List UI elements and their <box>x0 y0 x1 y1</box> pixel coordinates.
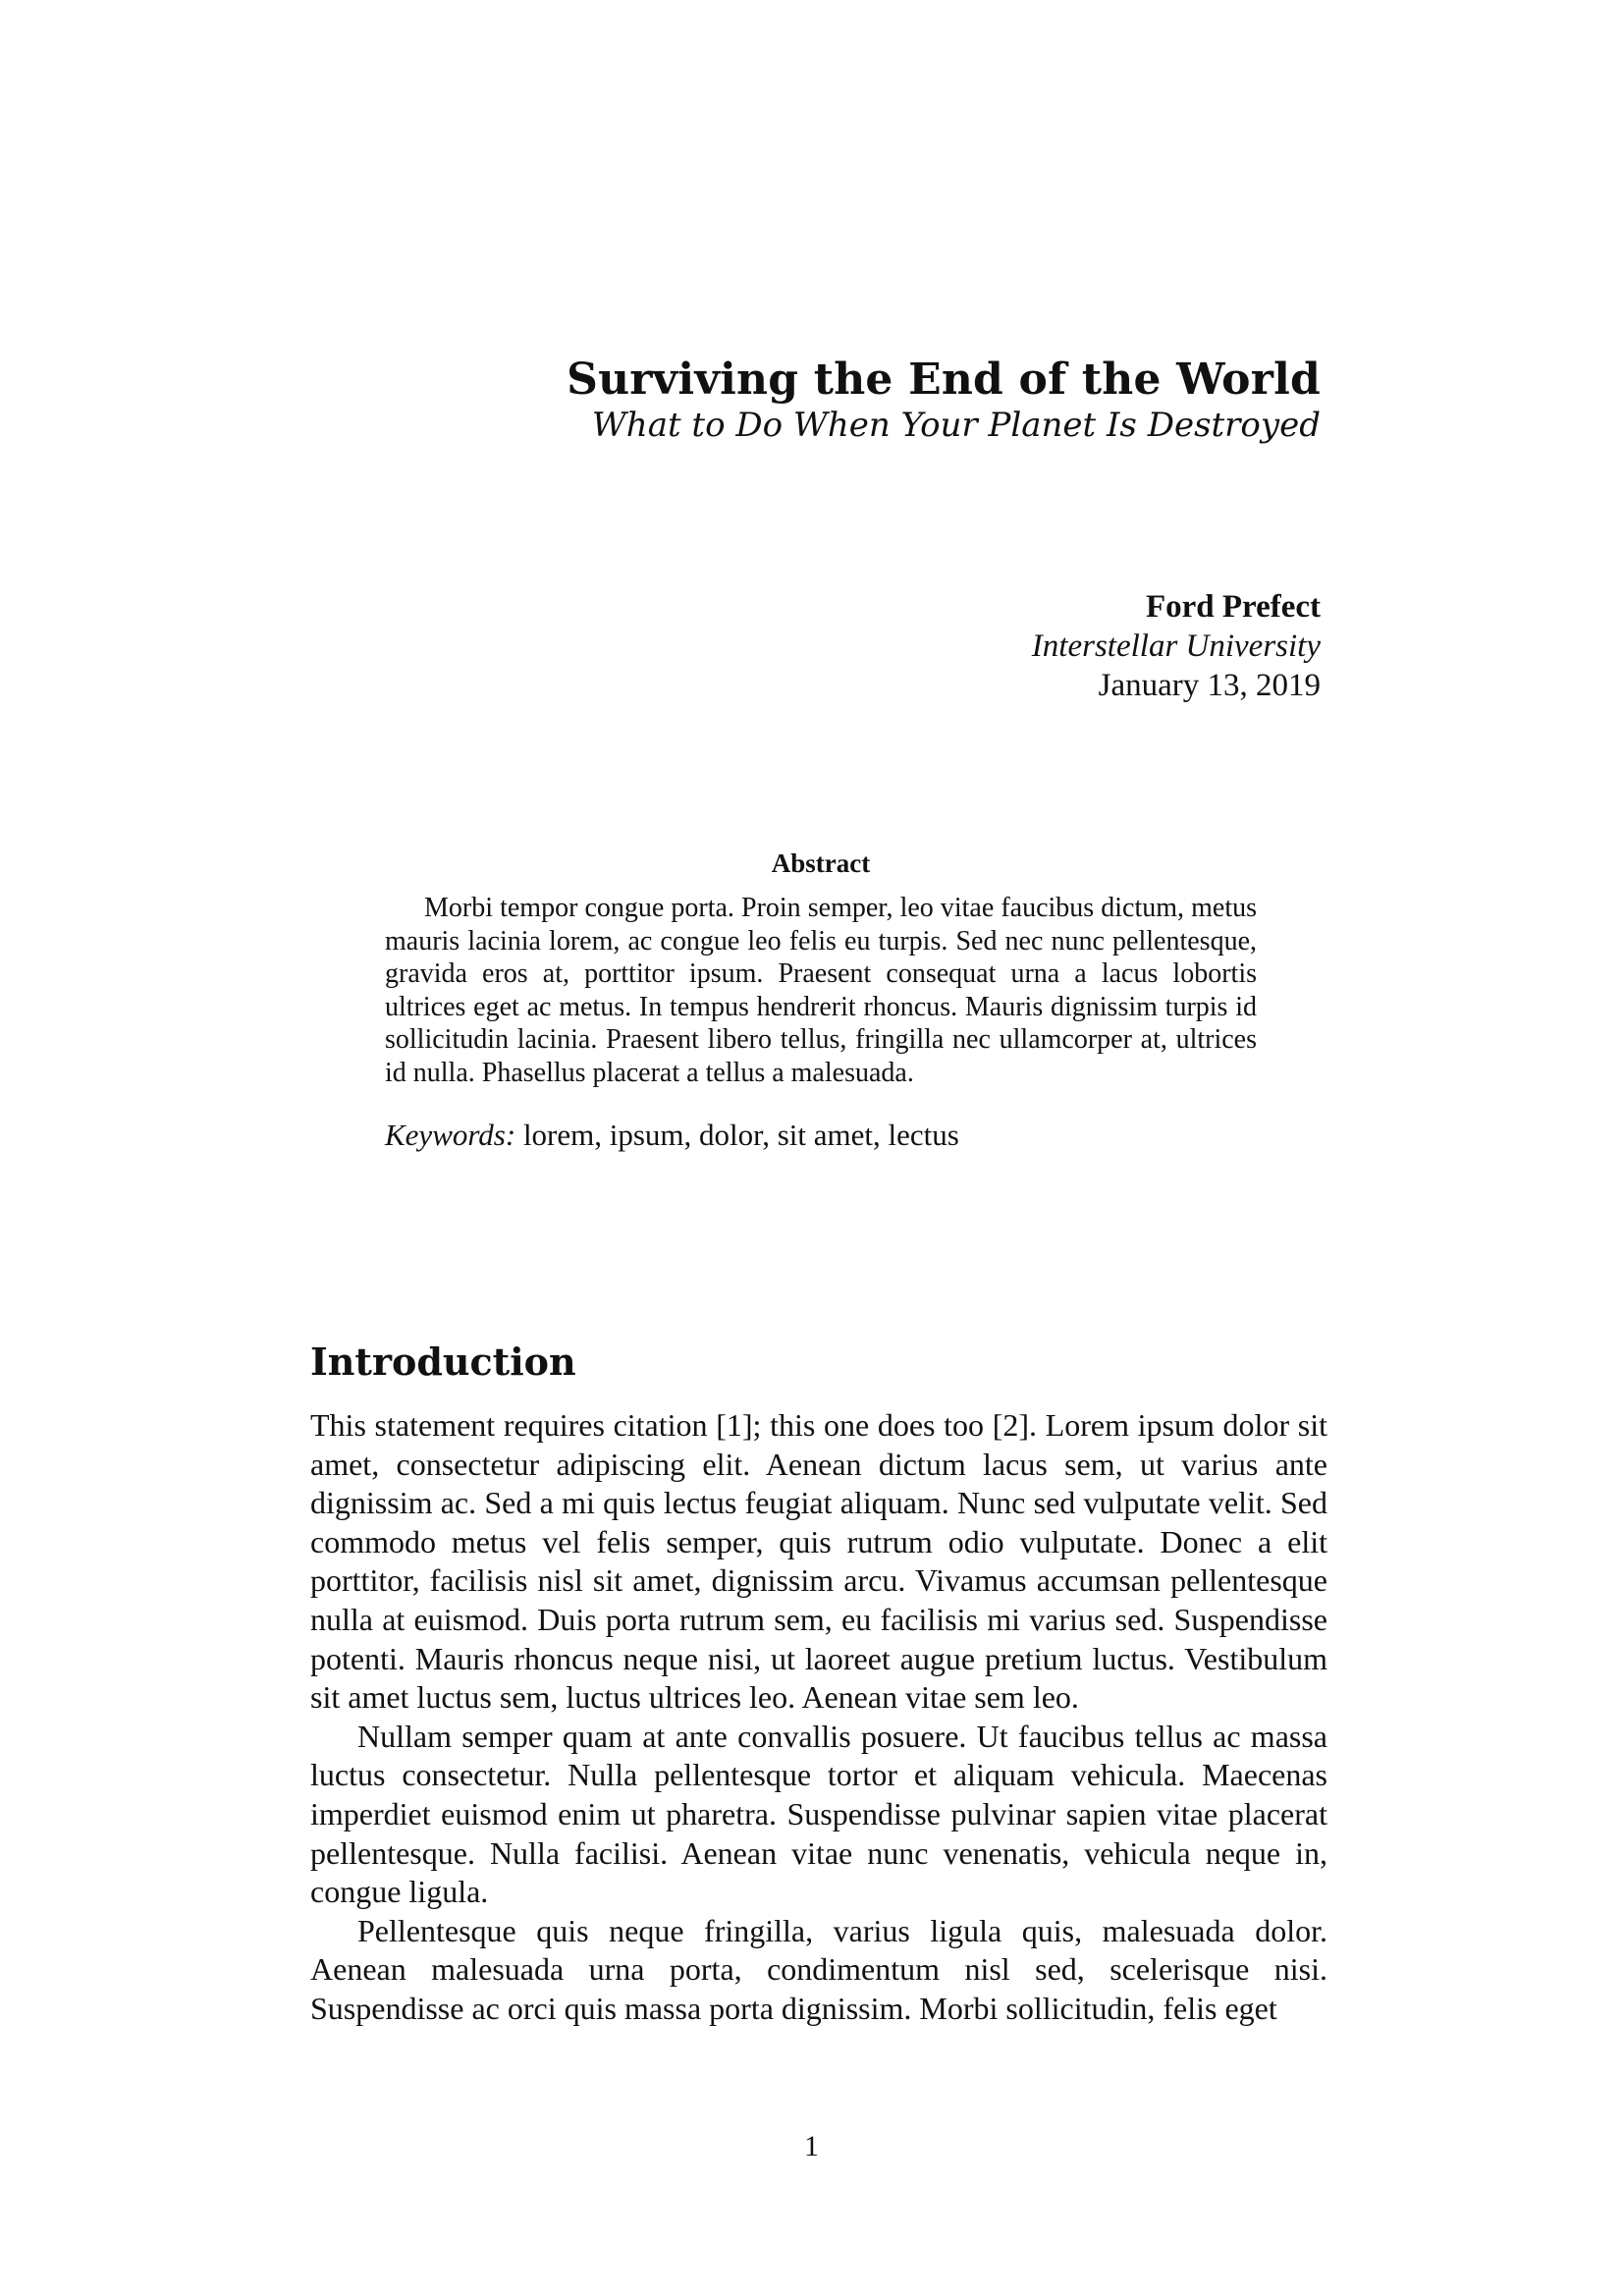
paragraph: This statement requires citation [1]; this one does too [2]. Lorem ipsum dolor sit amet, consectetur adipiscing elit. Aenean dictum lacus sem, ut varius ante dignissim ac. Sed a mi quis lectus feugiat aliquam. Nunc sed vulputate velit. Sed commodo metus vel felis semper, quis rutrum odio vulputate. Donec a elit porttitor, facilisis nisl sit amet, dignissim arcu. Vivamus accumsan pellentesque nulla at euismod. Duis porta rutrum sem, eu facilisis mi varius sed. Suspendisse potenti. Mauris rhoncus neque nisi, ut laoreet augue pretium luctus. Vestibulum sit amet luctus sem, luctus ultrices leo. Aenean vitae sem leo. <box>310 1407 1327 1716</box>
title-block <box>567 355 1321 446</box>
abstract <box>385 847 1257 1153</box>
paragraph: Pellentesque quis neque fringilla, varius ligula quis, malesuada dolor. Aenean malesuada urna porta, condimentum nisl sed, scelerisque nisi. Suspendisse ac orci quis massa porta dignissim. Morbi sollicitudin, felis eget <box>310 1912 1327 2026</box>
paper-subtitle: What to Do When Your Planet Is Destroyed <box>591 406 1321 445</box>
author-block <box>1032 587 1321 705</box>
keywords-label: Keywords: <box>385 1117 516 1152</box>
paper-title: Surviving the End of the World <box>567 355 1321 405</box>
abstract-heading: Abstract <box>771 848 871 878</box>
section-heading: Introduction <box>310 1339 576 1384</box>
publication-date: January 13, 2019 <box>1098 668 1321 703</box>
paragraph: Nullam semper quam at ante convallis posuere. Ut faucibus tellus ac massa luctus consectetur. Nulla pellentesque tortor et aliquam vehicula. Maecenas imperdiet euismod enim ut pharetra. Suspendisse pulvinar sapien vitae placerat pellentesque. Nulla facilisi. Aenean vitae nunc venenatis, vehicula neque in, congue ligula. <box>310 1718 1327 1910</box>
abstract-text: Morbi tempor congue porta. Proin semper, leo vitae faucibus dictum, metus mauris lacinia lorem, ac congue leo felis eu turpis. Sed nec nunc pellentesque, gravida eros at, porttitor ipsum. Praesent consequat urna a lacus lobortis ultrices eget ac metus. In tempus hendrerit rhoncus. Mauris dignissim turpis id sollicitudin lacinia. Praesent libero tellus, fringilla nec ullamcorper at, ultrices id nulla. Phasellus placerat a tellus a malesuada. <box>385 893 1257 1088</box>
author-affiliation: Interstellar University <box>1031 629 1321 664</box>
introduction-section <box>310 1339 1327 2029</box>
keywords-list: lorem, ipsum, dolor, sit amet, lectus <box>522 1117 959 1152</box>
page-number: 1 <box>804 2130 819 2162</box>
author-name: Ford Prefect <box>1145 589 1321 625</box>
keywords <box>385 1118 1257 1153</box>
